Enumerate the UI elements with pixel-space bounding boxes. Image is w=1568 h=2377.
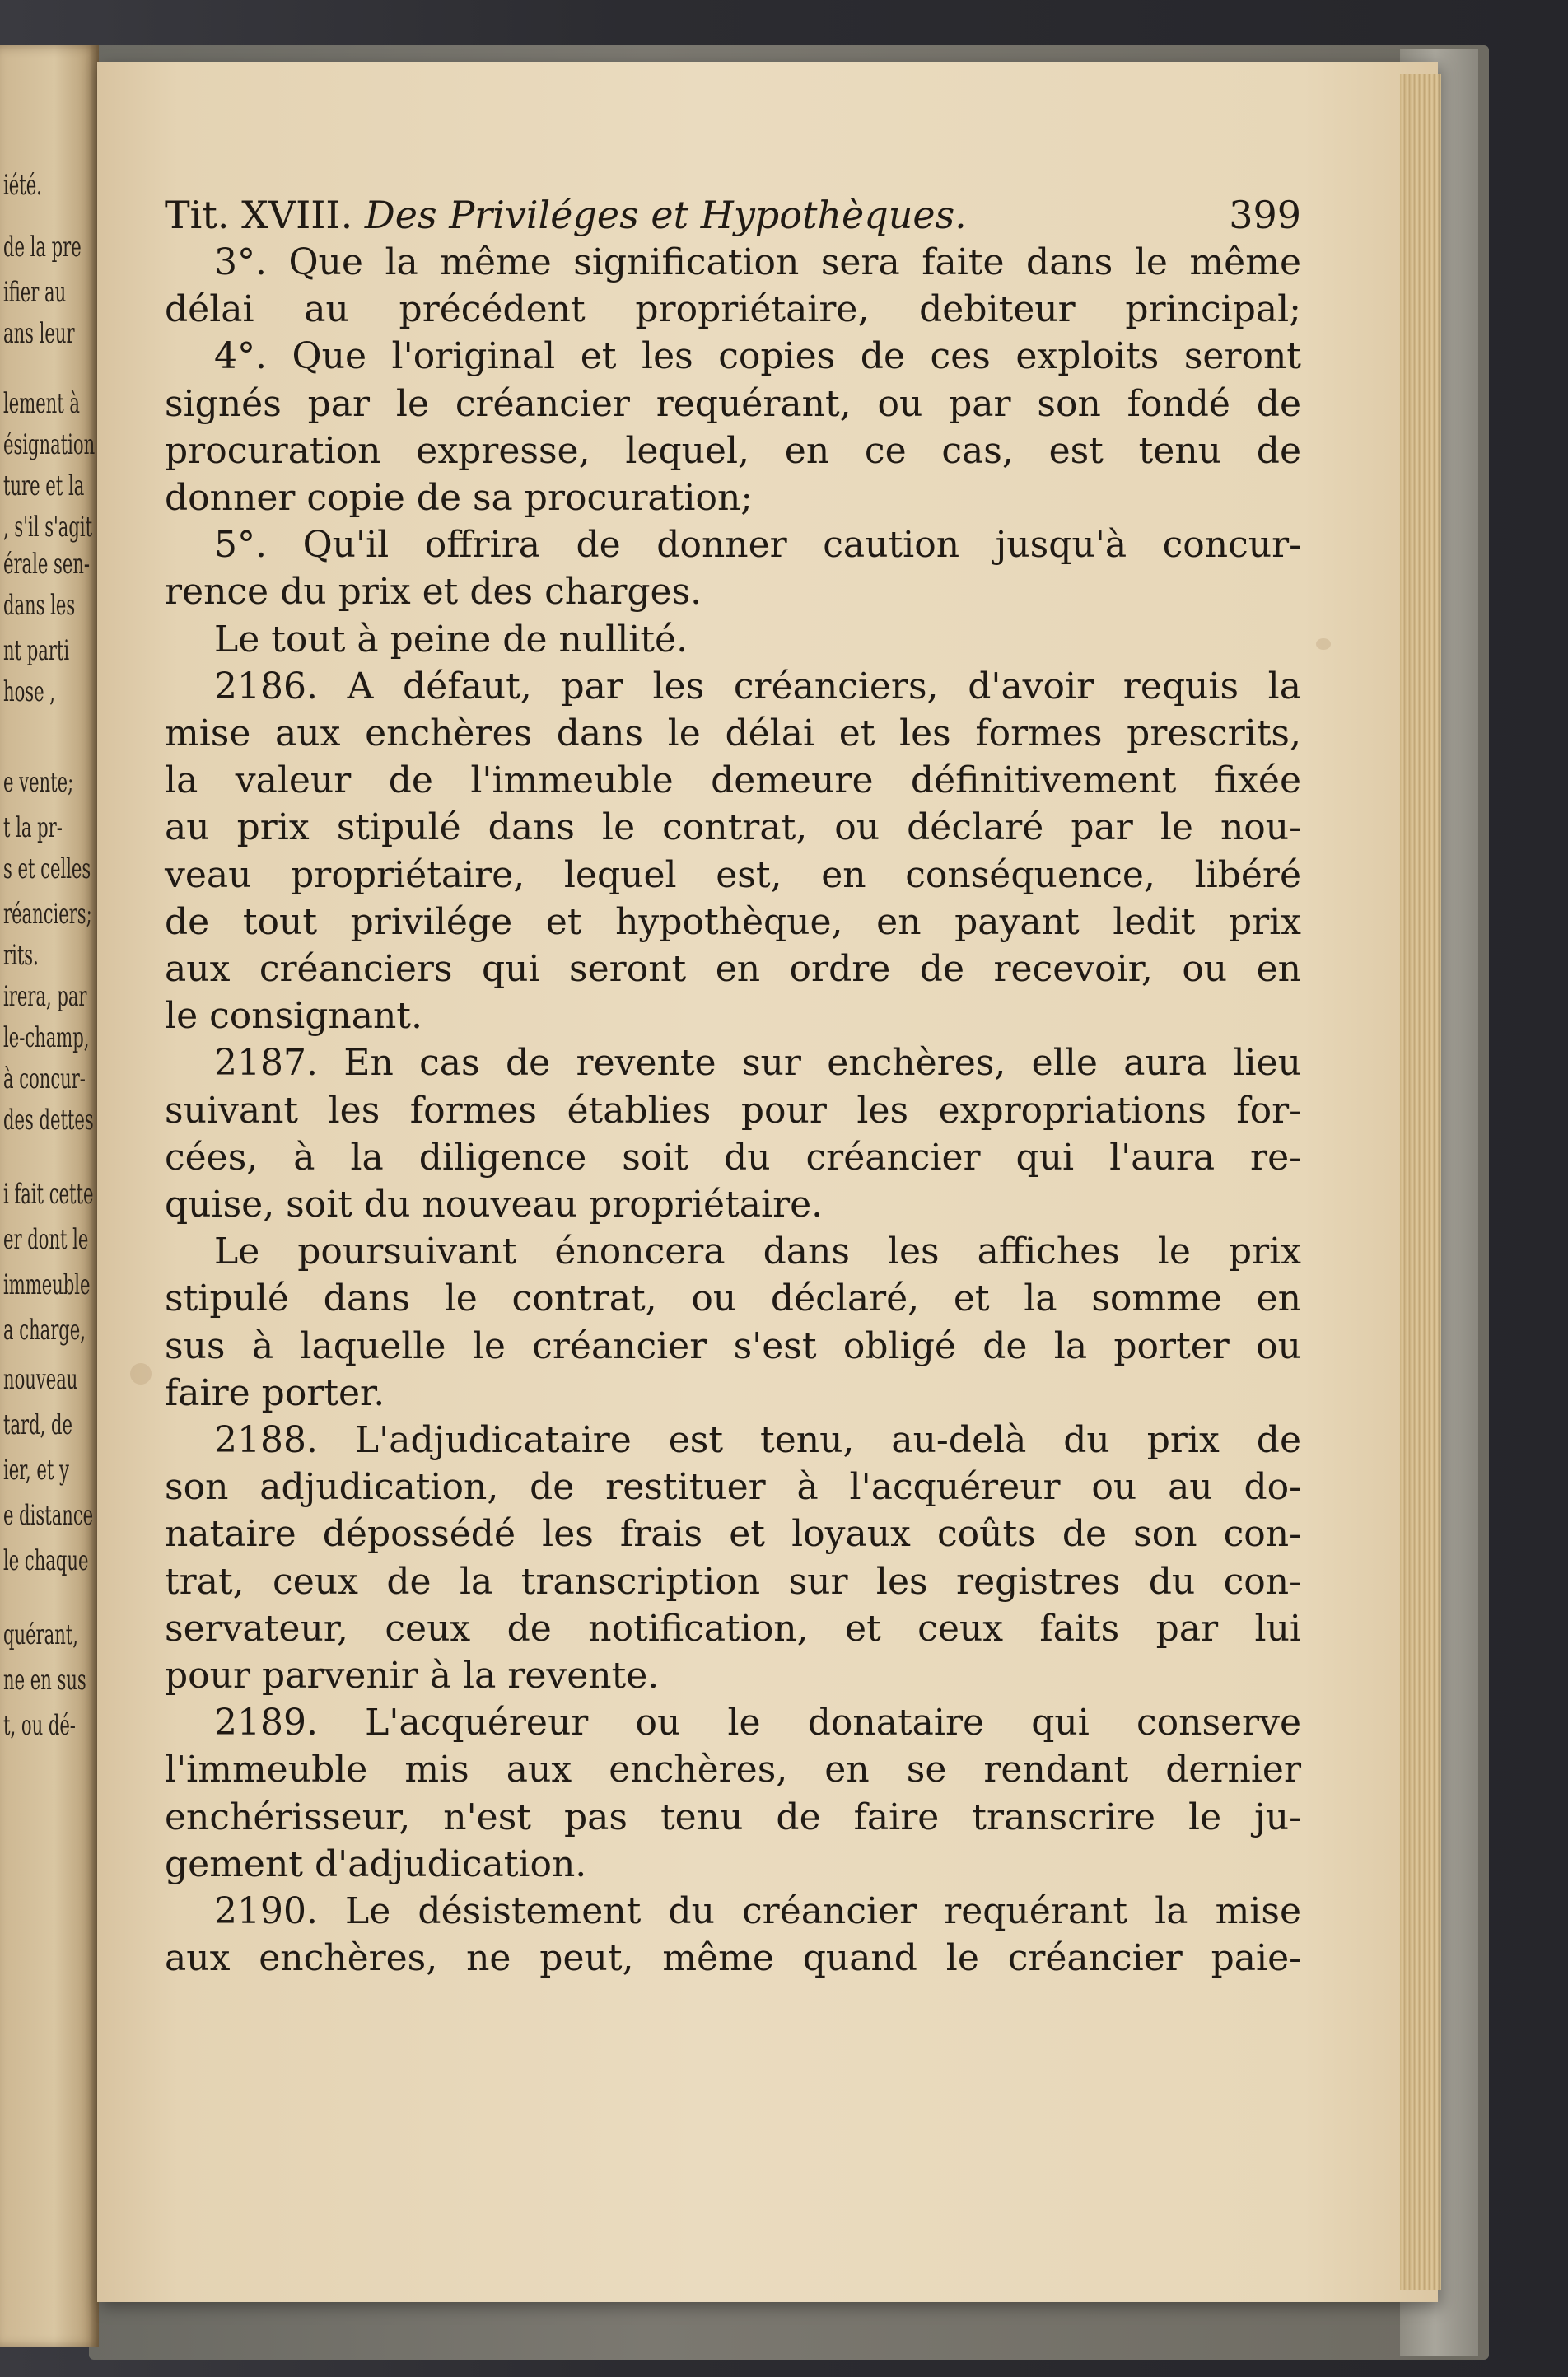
left-page-text-fragment: le chaque [3, 1544, 89, 1577]
text-line: servateur, ceux de notification, et ceux faits par lui [165, 1607, 1301, 1650]
left-page-text-fragment: ier, et y [3, 1454, 69, 1487]
text-line: cées, à la diligence soit du créancier qui l'aura re- [165, 1136, 1301, 1179]
text-line: donner copie de sa procuration; [165, 477, 754, 519]
left-page-text-fragment: t, ou dé- [3, 1709, 76, 1742]
text-line: 4°. Que l'original et les copies de ces exploits seront [214, 335, 1301, 378]
text-line: aux créanciers qui seront en ordre de recevoir, ou en [165, 948, 1301, 990]
text-line: quise, soit du nouveau propriétaire. [165, 1184, 824, 1226]
text-line: le consignant. [165, 995, 422, 1038]
left-page-text-fragment: irera, par [3, 980, 87, 1013]
left-page-text-fragment: de la pre [3, 231, 82, 264]
text-line: sus à laquelle le créancier s'est obligé de la porter ou [165, 1324, 1301, 1367]
text-line: nataire dépossédé les frais et loyaux coûts de son con- [165, 1513, 1301, 1556]
left-page-text-fragment: le-champ, [3, 1021, 90, 1054]
left-page-text-fragment: ne en sus [3, 1664, 86, 1697]
left-page-text-fragment: réanciers; [3, 898, 92, 931]
page-edges [1400, 74, 1441, 2290]
text-line: 2190. Le désistement du créancier requérant la mise [214, 1890, 1301, 1932]
left-page-text-fragment: er dont le [3, 1223, 89, 1256]
left-page-text-fragment: érale sen- [3, 548, 91, 581]
left-page-text-fragment: nt parti [3, 634, 70, 667]
left-page-text-fragment: ifier au [3, 276, 67, 309]
left-page-text-fragment: iété. [3, 169, 42, 202]
left-page-text-fragment: lement à [3, 387, 80, 420]
page-number: 399 [1229, 193, 1301, 237]
left-page-text-fragment: ture et la [3, 469, 85, 502]
left-page-text-fragment: dans les [3, 589, 76, 622]
text-line: rence du prix et des charges. [165, 571, 702, 614]
text-line: signés par le créancier requérant, ou par son fondé de [165, 382, 1301, 425]
paper-stain [130, 1363, 152, 1385]
text-line: 2188. L'adjudicataire est tenu, au-delà du prix de [214, 1419, 1301, 1461]
text-line: stipulé dans le contrat, ou déclaré, et la somme en [165, 1277, 1301, 1320]
text-line: gement d'adjudication. [165, 1842, 587, 1885]
left-page-text-fragment: , s'il s'agit [3, 511, 93, 544]
left-page-text-fragment: a charge, [3, 1314, 86, 1347]
text-line: mise aux enchères dans le délai et les formes prescrits, [165, 712, 1301, 754]
left-page-text-fragment: t la pr- [3, 811, 63, 844]
left-page-text-fragment: rits. [3, 939, 39, 972]
text-line: Le tout à peine de nullité. [214, 618, 688, 661]
left-page-text-fragment: à concur- [3, 1062, 86, 1095]
left-page-text-fragment: e vente; [3, 766, 74, 799]
left-page-text-fragment: ans leur [3, 317, 75, 350]
left-page-text-fragment: nouveau [3, 1363, 78, 1396]
text-line: faire porter. [165, 1371, 385, 1414]
running-header [165, 191, 1301, 239]
paper-stain [1316, 638, 1331, 650]
left-page-text-fragment: quérant, [3, 1618, 78, 1651]
text-line: de tout privilége et hypothèque, en payant ledit prix [165, 900, 1301, 943]
text-line: Le poursuivant énoncera dans les affiches le prix [214, 1231, 1301, 1273]
left-page-fragment [0, 45, 99, 2347]
left-page-text-fragment: i fait cette [3, 1178, 94, 1211]
text-line: suivant les formes établies pour les expropriations for- [165, 1089, 1301, 1132]
text-line: pour parvenir à la revente. [165, 1655, 660, 1697]
text-line: délai au précédent propriétaire, debiteur principal; [165, 288, 1301, 331]
text-line: la valeur de l'immeuble demeure définitivement fixée [165, 759, 1301, 802]
text-line: 2187. En cas de revente sur enchères, elle aura lieu [214, 1042, 1301, 1085]
left-page-text-fragment: e distance [3, 1499, 94, 1532]
left-page-text-fragment: s et celles [3, 852, 91, 885]
text-line: trat, ceux de la transcription sur les registres du con- [165, 1560, 1301, 1603]
text-line: 5°. Qu'il offrira de donner caution jusqu'à concur- [214, 524, 1301, 567]
left-page-text-fragment: immeuble [3, 1268, 91, 1301]
title-name: Des Priviléges et Hypothèques. [364, 193, 967, 237]
left-page-text-fragment: ésignation [3, 428, 96, 461]
text-line: aux enchères, ne peut, même quand le créancier paie- [165, 1937, 1301, 1980]
text-line: au prix stipulé dans le contrat, ou déclaré par le nou- [165, 806, 1301, 849]
text-line: 2189. L'acquéreur ou le donataire qui conserve [214, 1702, 1301, 1744]
title-number: Tit. XVIII. [165, 193, 353, 237]
left-page-text-fragment: tard, de [3, 1408, 72, 1441]
text-line: veau propriétaire, lequel est, en conséquence, libéré [165, 853, 1301, 896]
text-line: 2186. A défaut, par les créanciers, d'avoir requis la [214, 665, 1301, 707]
text-line: l'immeuble mis aux enchères, en se rendant dernier [165, 1749, 1301, 1791]
text-line: son adjudication, de restituer à l'acquéreur ou au do- [165, 1466, 1301, 1509]
left-page-text-fragment: des dettes [3, 1104, 94, 1137]
running-title [165, 191, 1219, 239]
text-line: procuration expresse, lequel, en ce cas, est tenu de [165, 429, 1301, 472]
left-page-text-fragment: hose , [3, 675, 55, 708]
text-line: enchérisseur, n'est pas tenu de faire transcrire le ju- [165, 1796, 1301, 1838]
text-line: 3°. Que la même signification sera faite dans le même [214, 241, 1301, 283]
